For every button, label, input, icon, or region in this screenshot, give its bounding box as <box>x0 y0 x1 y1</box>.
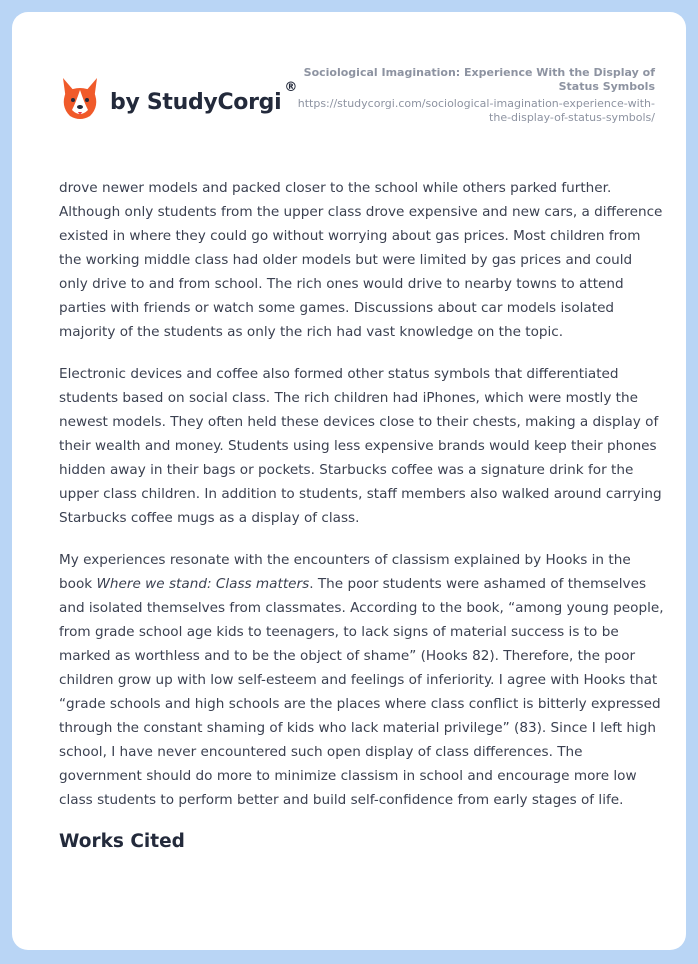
paragraph-3 <box>59 548 665 812</box>
registered-mark: ® <box>284 79 298 95</box>
book-title: Where we stand: Class matters <box>96 576 310 592</box>
corgi-icon <box>60 76 100 122</box>
brand-name: by StudyCorgi <box>110 89 282 115</box>
works-cited-heading: Works Cited <box>59 831 185 852</box>
essay-title: Sociological Imagination: Experience With the Display of Status Symbols <box>303 66 655 93</box>
paragraph-3-start: My experiences resonate with the encounters of classism explained by Hooks in the book <box>59 552 631 592</box>
essay-body <box>59 176 665 854</box>
page-header <box>12 12 686 162</box>
document-page <box>12 12 686 950</box>
studycorgi-logo[interactable] <box>60 76 297 122</box>
paragraph-3-end: . The poor students were ashamed of themselves and isolated themselves from classmates. According to the book, “among young people, from grade school age kids to teenagers, to lack signs of material success is to be marked as worthless and to be the object of shame” (Hooks 82). Therefore, the poor children grow up with low self-esteem and feelings of inferiority. I agree with Hooks that “grade schools and high schools are the places where class conflict is bitterly expressed through the constant shaming of kids who lack material privilege” (83). Since I left high school, I have never encountered such open display of class differences. The government should do more to minimize classism in school and encourage more low class students to perform better and build self-confidence from early stages of life. <box>59 576 664 808</box>
essay-url[interactable]: https://studycorgi.com/sociological-imagination-experience-with-the-display-of-status-symbols/ <box>297 97 655 124</box>
paragraph-1: drove newer models and packed closer to the school while others parked further. Although only students from the upper class drove expensive and new cars, a difference existed in where they could go without worrying about gas prices. Most children from the working middle class had older models but were limited by gas prices and could only drive to and from school. The rich ones would drive to nearby towns to attend parties with friends or watch some games. Discussions about car models isolated majority of the students as only the rich had vast knowledge on the topic. <box>59 180 663 340</box>
paragraph-2: Electronic devices and coffee also formed other status symbols that differentiated students based on social class. The rich children had iPhones, which were mostly the newest models. They often held these devices close to their chests, making a display of their wealth and money. Students using less expensive brands would keep their phones hidden away in their bags or pockets. Starbucks coffee was a signature drink for the upper class children. In addition to students, staff members also walked around carrying Starbucks coffee mugs as a display of class. <box>59 366 662 526</box>
source-meta <box>295 66 655 125</box>
